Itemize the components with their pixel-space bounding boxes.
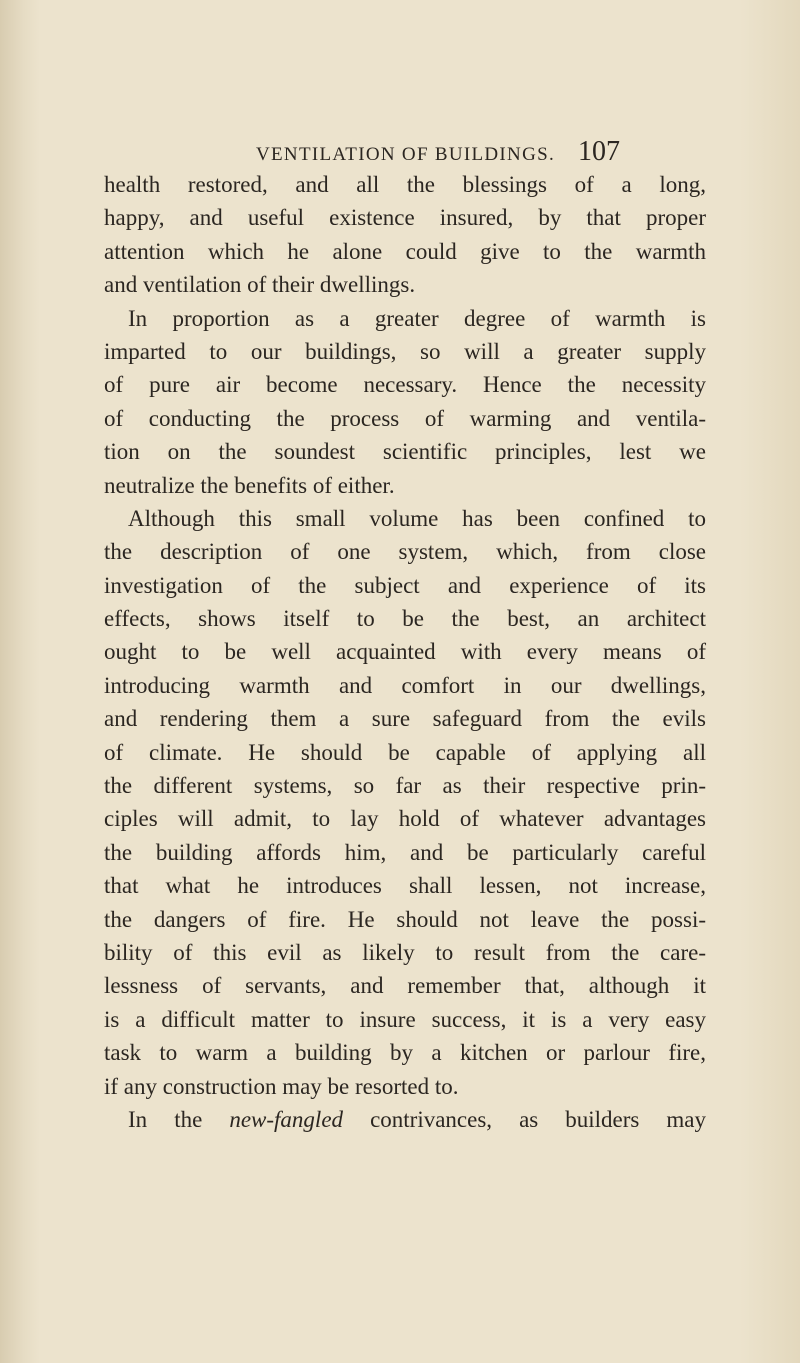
text-line: happy, and useful existence insured, by that proper	[104, 205, 706, 231]
text-line: of pure air become necessary. Hence the necessity	[104, 372, 706, 398]
text-line: neutralize the benefits of either.	[104, 472, 395, 498]
page-gutter-shade	[740, 0, 800, 1363]
paragraph-start-line: In proportion as a greater degree of warmth is	[128, 305, 706, 331]
text-line: investigation of the subject and experience of its	[104, 572, 706, 598]
final-line-end: contrivances, as builders may	[343, 1106, 706, 1132]
text-line: imparted to our buildings, so will a greater supply	[104, 338, 706, 364]
running-head	[256, 136, 716, 172]
text-line: and ventilation of their dwellings.	[104, 272, 416, 298]
text-line: lessness of servants, and remember that, although it	[104, 973, 706, 999]
body-text	[104, 168, 706, 1136]
page-edge-shadow	[0, 0, 40, 1363]
text-line: of climate. He should be capable of applying all	[104, 739, 706, 765]
paragraph-start-line: Although this small volume has been confined to	[128, 505, 706, 531]
text-line: that what he introduces shall lessen, not increase,	[104, 873, 706, 899]
text-line: the different systems, so far as their respective prin-	[104, 773, 706, 799]
text-line: task to warm a building by a kitchen or parlour fire,	[104, 1040, 706, 1066]
running-title: VENTILATION OF BUILDINGS.	[256, 144, 556, 165]
text-line: the dangers of fire. He should not leave the possi-	[104, 906, 706, 932]
text-line: of conducting the process of warming and ventila-	[104, 405, 706, 431]
text-line: and rendering them a sure safeguard from the evils	[104, 706, 706, 732]
page-number: 107	[578, 136, 620, 167]
text-line: the building affords him, and be particularly careful	[104, 839, 706, 865]
text-line: attention which he alone could give to the warmth	[104, 238, 706, 264]
text-line: tion on the soundest scientific principles, lest we	[104, 439, 706, 465]
text-line: bility of this evil as likely to result from the care-	[104, 939, 706, 965]
text-line: the description of one system, which, from close	[104, 539, 706, 565]
text-line: introducing warmth and comfort in our dwellings,	[104, 672, 706, 698]
italic-emphasis: new-fangled	[229, 1106, 344, 1132]
text-line: health restored, and all the blessings of a long,	[104, 172, 706, 197]
text-line: effects, shows itself to be the best, an architect	[104, 606, 706, 632]
paragraph-start-line	[104, 1103, 706, 1136]
text-line: is a difficult matter to insure success, it is a very easy	[104, 1006, 706, 1032]
text-line: ciples will admit, to lay hold of whatever advantages	[104, 806, 706, 832]
final-line-start: In the	[128, 1106, 230, 1132]
text-line: ought to be well acquainted with every means of	[104, 639, 706, 665]
text-line: if any construction may be resorted to.	[104, 1073, 459, 1099]
